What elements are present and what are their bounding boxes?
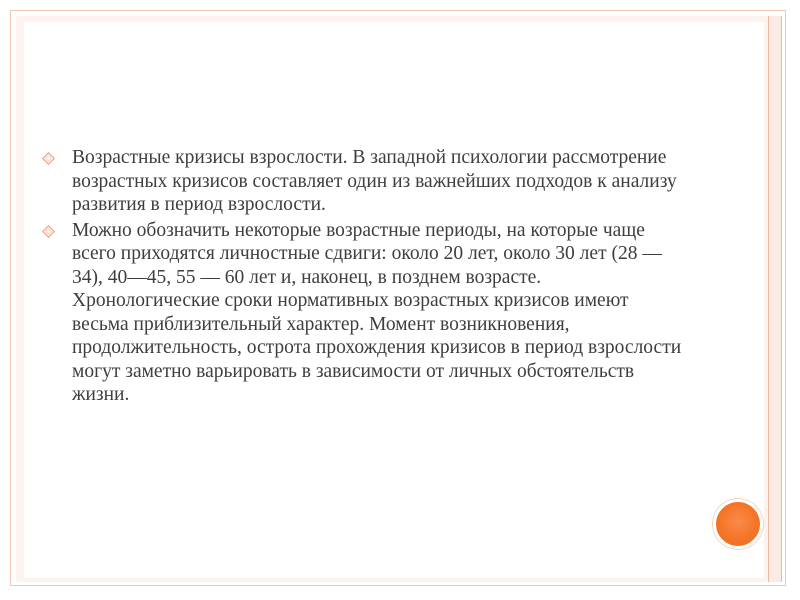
hollow-diamond-icon xyxy=(42,152,55,165)
orange-circle-decoration xyxy=(713,499,763,549)
bullet-item xyxy=(42,219,682,407)
right-accent-bar xyxy=(768,16,782,582)
bullet-text: Возрастные кризисы взрослости. В западной психологии рассмотрение возрастных кризисов составляет один из важнейших подходов к анализу развития в период взрослости. xyxy=(72,147,677,215)
bullet-item xyxy=(42,146,682,217)
bullet-text: Можно обозначить некоторые возрастные периоды, на которые чаще всего приходятся личностные сдвиги: около 20 лет, около 30 лет (28 — 34), 40—45, 55 — 60 лет и, наконец, в позднем возрасте. Хронологические сроки нормативных возрастных кризисов имеют весьма приблизительный характер. Момент возникновения, продолжительность, острота прохождения кризисов в период взрослости могут заметно варьировать в зависимости от личных обстоятельств жизни. xyxy=(72,219,682,405)
bullet-list xyxy=(42,146,682,407)
hollow-diamond-icon xyxy=(42,225,55,238)
